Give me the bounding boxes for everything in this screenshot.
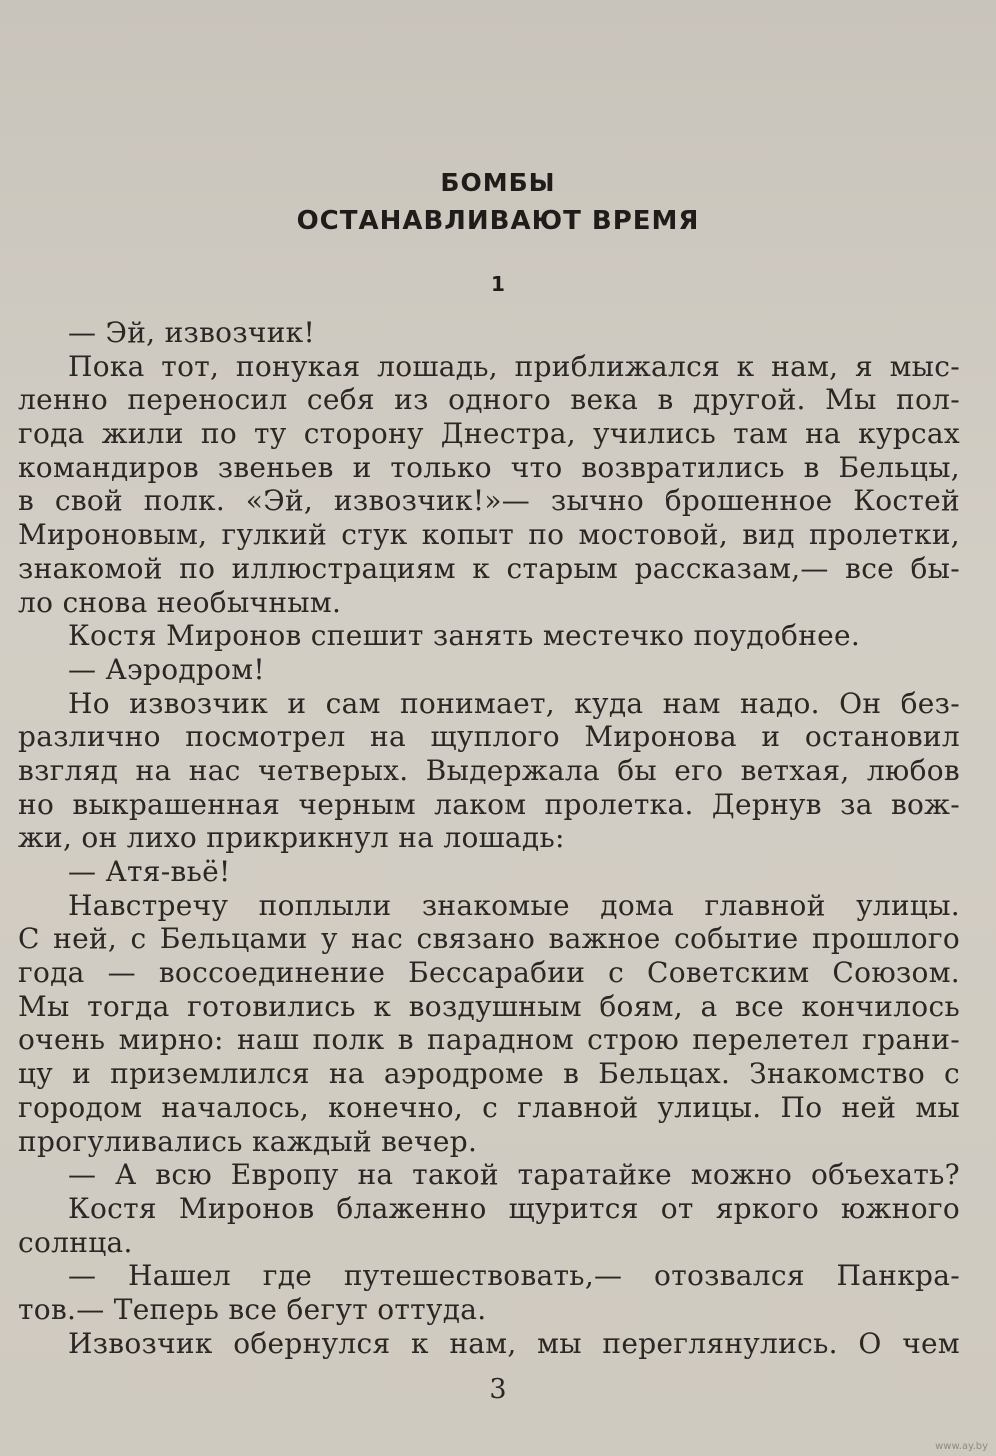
page-number: 3	[489, 1374, 507, 1405]
section-number: 1	[491, 272, 505, 296]
text-line: прогуливались каждый вечер.	[18, 1124, 478, 1158]
text-line: ленно переносил себя из одного века в другой. Мы пол-	[18, 383, 960, 417]
text-line: Мироновым, гулкий стук копыт по мостовой, вид пролетки,	[18, 518, 960, 552]
text-line: — Нашел где путешествовать,— отозвался Панкра-	[68, 1259, 960, 1293]
text-line: года жили по ту сторону Днестра, учились там на курсах	[18, 417, 960, 451]
text-line: Мы тогда готовились к воздушным боям, а все кончилось	[18, 989, 960, 1023]
text-line: Навстречу поплыли знакомые дома главной улицы.	[68, 888, 960, 922]
text-line: Костя Миронов спешит занять местечко поудобнее.	[68, 619, 861, 653]
text-line: командиров звеньев и только что возвратились в Бельцы,	[18, 450, 960, 484]
text-line: солнца.	[18, 1225, 133, 1259]
text-line: Пока тот, понукая лошадь, приближался к нам, я мыс-	[68, 349, 960, 383]
text-line: различно посмотрел на щуплого Миронова и остановил	[18, 720, 960, 754]
text-line: взгляд на нас четверых. Выдержала бы его ветхая, любов	[18, 753, 960, 787]
body-text	[18, 316, 960, 1360]
text-line: — Атя-вьё!	[68, 855, 231, 888]
chapter-title-line-2: ОСТАНАВЛИВАЮТ ВРЕМЯ	[296, 206, 700, 236]
text-line: городом началось, конечно, с главной улицы. По ней мы	[18, 1090, 960, 1124]
text-line: Извозчик обернулся к нам, мы переглянулись. О чем	[68, 1326, 960, 1360]
text-line: знакомой по иллюстрациям к старым рассказам,— все бы-	[18, 551, 960, 585]
watermark: www.ay.by	[935, 1441, 988, 1452]
text-line: Но извозчик и сам понимает, куда нам надо. Он без-	[68, 686, 960, 720]
text-line: — А всю Европу на такой таратайке можно объехать?	[68, 1158, 960, 1192]
text-line: — Эй, извозчик!	[68, 316, 316, 349]
text-line: С ней, с Бельцами у нас связано важное событие прошлого	[18, 922, 960, 956]
text-line: жи, он лихо прикрикнул на лошадь:	[18, 821, 565, 855]
text-line: ло снова необычным.	[18, 585, 342, 619]
text-line: года — воссоединение Бессарабии с Советским Союзом.	[18, 956, 960, 990]
text-line: цу и приземлился на аэродроме в Бельцах. Знакомство с	[18, 1057, 960, 1091]
text-line: очень мирно: наш полк в парадном строю перелетел грани-	[18, 1023, 960, 1057]
text-line: тов.— Теперь все бегут оттуда.	[18, 1292, 487, 1326]
chapter-title-line-1: БОМБЫ	[440, 168, 556, 197]
text-line: в свой полк. «Эй, извозчик!»— зычно брошенное Костей	[18, 484, 960, 518]
text-line: — Аэродром!	[68, 652, 265, 686]
text-line: но выкрашенная черным лаком пролетка. Дернув за вож-	[18, 787, 960, 821]
text-line: Костя Миронов блаженно щурится от яркого южного	[68, 1191, 960, 1225]
